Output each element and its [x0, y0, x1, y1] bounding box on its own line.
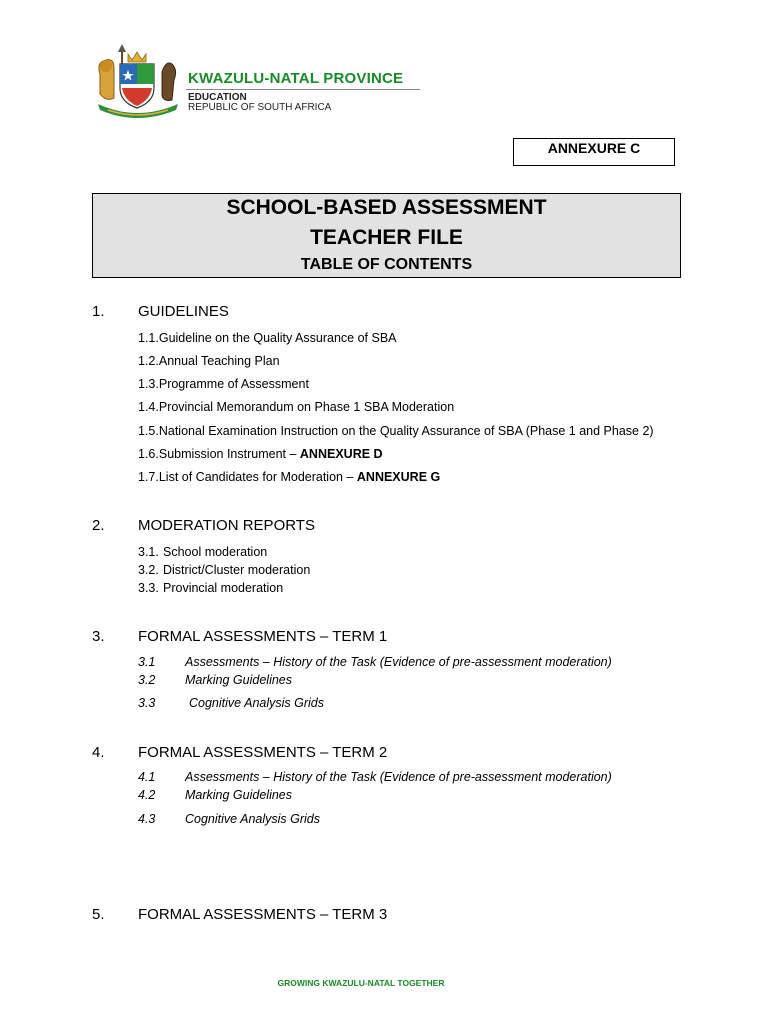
item-text: List of Candidates for Moderation – — [158, 470, 357, 484]
country-name: REPUBLIC OF SOUTH AFRICA — [188, 102, 332, 113]
table-of-contents-heading: TABLE OF CONTENTS — [300, 256, 473, 273]
item-text: Guideline on the Quality Assurance of SBA — [158, 331, 397, 345]
item-text: Assessments – History of the Task (Evidence of pre-assessment moderation) — [185, 770, 612, 784]
item-number: 4.1 — [138, 770, 156, 784]
list-item — [138, 696, 324, 710]
item-text: Cognitive Analysis Grids — [189, 696, 325, 710]
item-text: Provincial moderation — [163, 581, 284, 595]
item-number: 4.3 — [138, 812, 156, 826]
section-number: 5. — [92, 906, 105, 923]
list-item — [138, 655, 612, 669]
item-text: Cognitive Analysis Grids — [185, 812, 321, 826]
item-number: 1.2. — [138, 354, 159, 368]
item-text: District/Cluster moderation — [163, 563, 311, 577]
item-number: 3.3 — [138, 696, 156, 710]
footer-slogan: GROWING KWAZULU-NATAL TOGETHER — [277, 978, 445, 988]
annexure-label: ANNEXURE C — [547, 140, 641, 156]
item-text: Annual Teaching Plan — [158, 354, 280, 368]
item-number: 3.2. — [138, 563, 159, 577]
section-number: 3. — [92, 628, 105, 645]
list-item — [138, 424, 654, 438]
document-title: SCHOOL-BASED ASSESSMENT — [226, 196, 547, 219]
section-title-term-2: FORMAL ASSESSMENTS – TERM 2 — [138, 744, 388, 761]
list-item — [138, 400, 454, 414]
department-name: EDUCATION — [188, 92, 247, 103]
coat-of-arms-icon — [92, 44, 184, 122]
item-text: Marking Guidelines — [185, 673, 292, 687]
list-item — [138, 673, 292, 687]
list-item — [138, 377, 309, 391]
item-number: 1.3. — [138, 377, 159, 391]
item-number: 3.2 — [138, 673, 156, 687]
list-item — [138, 770, 612, 784]
list-item — [138, 788, 292, 802]
logo-divider — [186, 89, 420, 90]
item-number: 3.1. — [138, 545, 159, 559]
list-item — [138, 581, 283, 595]
list-item — [138, 545, 267, 559]
item-number: 1.1. — [138, 331, 159, 345]
item-text: Submission Instrument – — [158, 447, 300, 461]
section-number: 4. — [92, 744, 105, 761]
annexure-box — [513, 138, 675, 166]
section-title-term-1: FORMAL ASSESSMENTS – TERM 1 — [138, 628, 388, 645]
list-item — [138, 812, 320, 826]
title-box — [92, 193, 681, 278]
section-number: 1. — [92, 303, 105, 320]
item-number: 1.7. — [138, 470, 159, 484]
item-number: 3.1 — [138, 655, 156, 669]
section-title-moderation-reports: MODERATION REPORTS — [138, 517, 315, 534]
province-name: KWAZULU-NATAL PROVINCE — [188, 70, 404, 87]
item-number: 3.3. — [138, 581, 159, 595]
list-item — [138, 470, 440, 484]
annexure-reference: ANNEXURE D — [299, 447, 383, 461]
item-text: Marking Guidelines — [185, 788, 292, 802]
item-number: 1.5. — [138, 424, 159, 438]
annexure-reference: ANNEXURE G — [356, 470, 441, 484]
list-item — [138, 331, 397, 345]
item-number: 1.6. — [138, 447, 159, 461]
item-text: Assessments – History of the Task (Evidence of pre-assessment moderation) — [185, 655, 612, 669]
list-item — [138, 447, 383, 461]
list-item — [138, 563, 310, 577]
item-text: Provincial Memorandum on Phase 1 SBA Moderation — [158, 400, 455, 414]
document-subtitle: TEACHER FILE — [310, 226, 463, 249]
section-title-guidelines: GUIDELINES — [138, 303, 229, 320]
list-item — [138, 354, 280, 368]
item-number: 1.4. — [138, 400, 159, 414]
item-text: School moderation — [163, 545, 268, 559]
section-title-term-3: FORMAL ASSESSMENTS – TERM 3 — [138, 906, 388, 923]
section-number: 2. — [92, 517, 105, 534]
item-number: 4.2 — [138, 788, 156, 802]
item-text: Programme of Assessment — [158, 377, 309, 391]
item-text: National Examination Instruction on the Quality Assurance of SBA (Phase 1 and Phase 2) — [158, 424, 654, 438]
